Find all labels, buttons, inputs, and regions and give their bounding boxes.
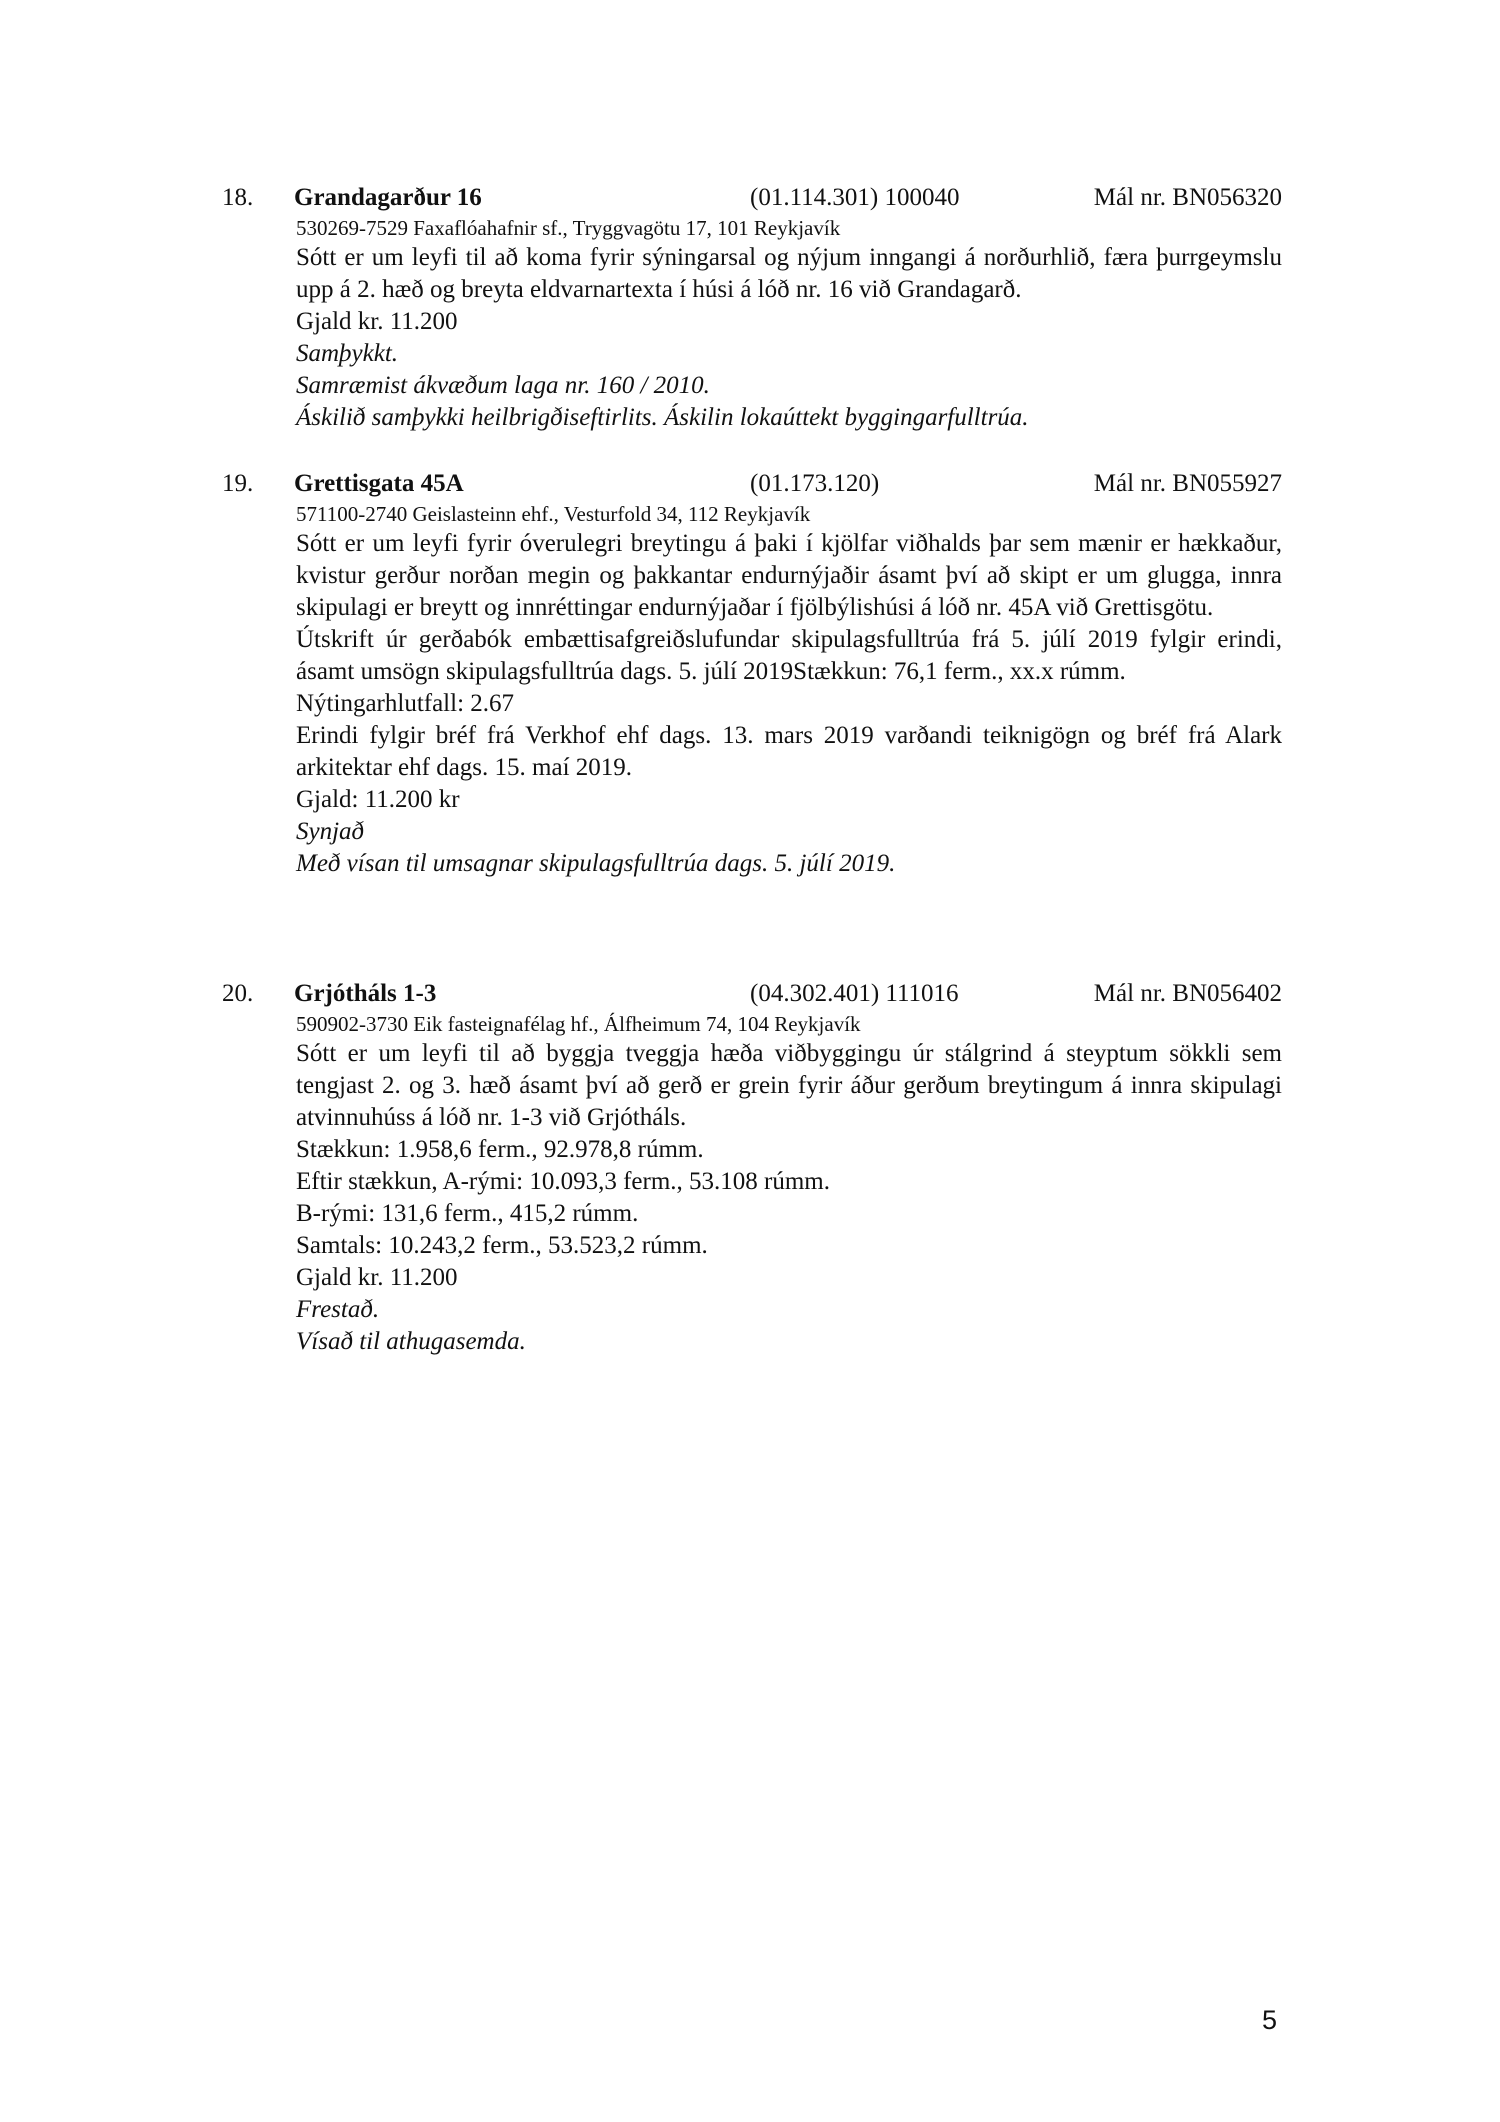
- case-applicant: 590902-3730 Eik fasteignafélag hf., Álfheimum 74, 104 Reykjavík: [296, 1012, 861, 1036]
- case-lot-number: (01.173.120): [750, 470, 880, 497]
- case-address: Grandagarður 16: [294, 184, 482, 211]
- case-figure: B-rými: 131,6 ferm., 415,2 rúmm.: [296, 1200, 639, 1227]
- case-figure: Stækkun: 1.958,6 ferm., 92.978,8 rúmm.: [296, 1136, 704, 1163]
- case-number: 19.: [222, 470, 254, 497]
- case-body: [296, 500, 1282, 880]
- case-header: [222, 978, 1282, 1010]
- case-reference: Mál nr. BN055927: [1093, 470, 1282, 497]
- case-decision: Samþykkt.: [296, 340, 399, 367]
- case-decision: Synjað: [296, 818, 365, 845]
- page-number: 5: [1262, 2005, 1278, 2035]
- case-attachment-letters: Erindi fylgir bréf frá Verkhof ehf dags. 13. mars 2019 varðandi teiknigögn og bréf frá Alark arkitektar ehf dags. 15. maí 2019.: [296, 722, 1282, 781]
- case-item-19: [222, 468, 1282, 880]
- case-note: Vísað til athugasemda.: [296, 1328, 526, 1355]
- case-lot-number: (01.114.301) 100040: [750, 184, 960, 211]
- case-description: Sótt er um leyfi fyrir óverulegri breytingu á þaki í kjölfar viðhalds þar sem mænir er hækkaður, kvistur gerður norðan megin og þakkantar endurnýjaðir ásamt því að skipt er um glugga, innra skipulagi er breytt og innréttingar endurnýjaðar í fjölbýlishúsi á lóð nr. 45A við Grettisgötu.: [296, 530, 1282, 621]
- case-decision: Frestað.: [296, 1296, 380, 1323]
- case-figure: Eftir stækkun, A-rými: 10.093,3 ferm., 53.108 rúmm.: [296, 1168, 830, 1195]
- case-header: [222, 468, 1282, 500]
- case-figure: Samtals: 10.243,2 ferm., 53.523,2 rúmm.: [296, 1232, 708, 1259]
- case-applicant: 530269-7529 Faxaflóahafnir sf., Tryggvagötu 17, 101 Reykjavík: [296, 216, 841, 240]
- case-note: Áskilið samþykki heilbrigðiseftirlits. Áskilin lokaúttekt byggingarfulltrúa.: [296, 404, 1029, 431]
- case-item-20: [222, 978, 1282, 1358]
- case-fee: Gjald kr. 11.200: [296, 308, 458, 335]
- case-body: [296, 1010, 1282, 1358]
- case-address: Grjótháls 1-3: [294, 980, 437, 1007]
- case-fee: Gjald kr. 11.200: [296, 1264, 458, 1291]
- case-lot-number: (04.302.401) 111016: [750, 980, 959, 1007]
- case-applicant: 571100-2740 Geislasteinn ehf., Vesturfold 34, 112 Reykjavík: [296, 502, 811, 526]
- case-ratio: Nýtingarhlutfall: 2.67: [296, 690, 515, 717]
- case-note: Með vísan til umsagnar skipulagsfulltrúa dags. 5. júlí 2019.: [296, 850, 896, 877]
- case-description: Sótt er um leyfi til að koma fyrir sýningarsal og nýjum inngangi á norðurhlið, færa þurrgeymslu upp á 2. hæð og breyta eldvarnartexta í húsi á lóð nr. 16 við Grandagarð.: [296, 244, 1282, 303]
- case-reference: Mál nr. BN056402: [1093, 980, 1282, 1007]
- case-header: [222, 182, 1282, 214]
- case-body: [296, 214, 1282, 434]
- case-attachment-note: Útskrift úr gerðabók embættisafgreiðslufundar skipulagsfulltrúa frá 5. júlí 2019 fylgir erindi, ásamt umsögn skipulagsfulltrúa dags. 5. júlí 2019Stækkun: 76,1 ferm., xx.x rúmm.: [296, 626, 1282, 685]
- case-description: Sótt er um leyfi til að byggja tveggja hæða viðbyggingu úr stálgrind á steyptum sökkli sem tengjast 2. og 3. hæð ásamt því að gerð er grein fyrir áður gerðum breytingum á innra skipulagi atvinnuhúss á lóð nr. 1-3 við Grjótháls.: [296, 1040, 1282, 1131]
- case-number: 18.: [222, 184, 254, 211]
- case-item-18: [222, 182, 1282, 434]
- case-reference: Mál nr. BN056320: [1093, 184, 1282, 211]
- case-address: Grettisgata 45A: [294, 470, 464, 497]
- case-fee: Gjald: 11.200 kr: [296, 786, 460, 813]
- case-number: 20.: [222, 980, 254, 1007]
- case-note: Samræmist ákvæðum laga nr. 160 / 2010.: [296, 372, 710, 399]
